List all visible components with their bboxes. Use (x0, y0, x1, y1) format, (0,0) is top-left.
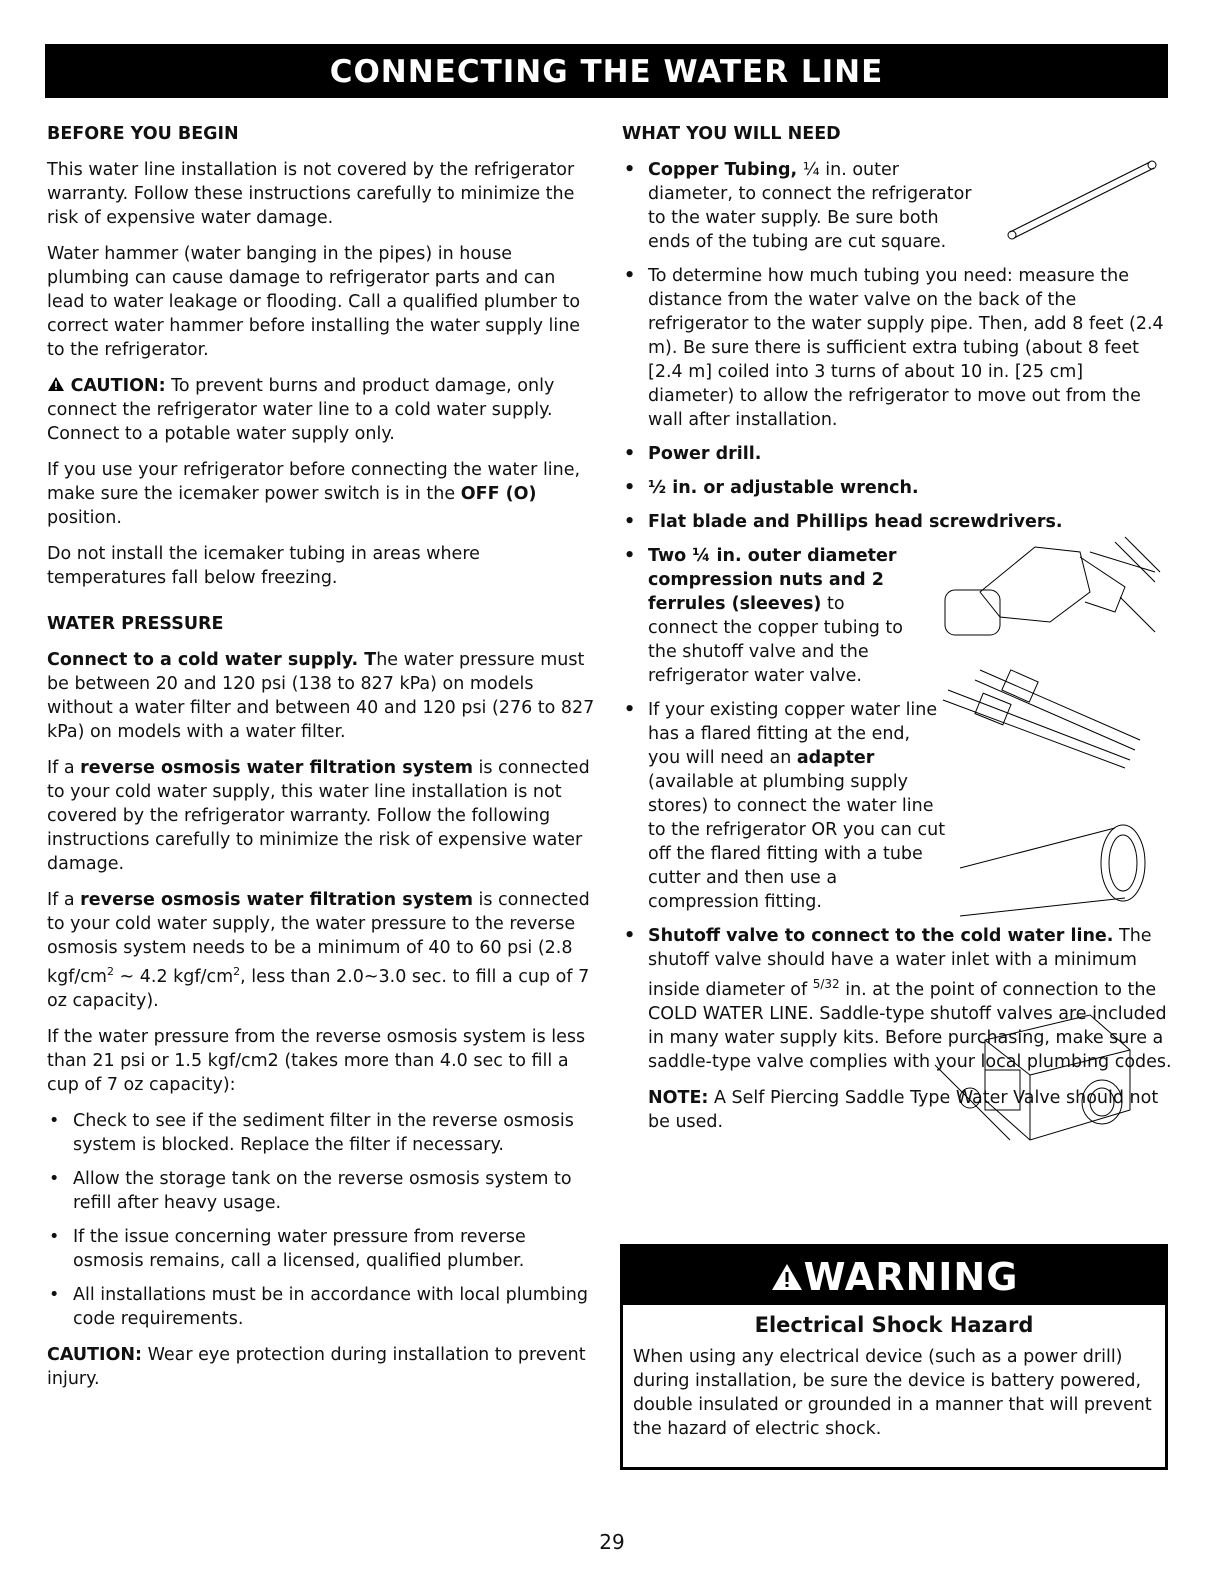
water-pressure-heading: WATER PRESSURE (47, 614, 224, 634)
warning-header (623, 1247, 1165, 1305)
ro2-sup1: 2 (106, 965, 114, 978)
copper-tubing-illustration (1000, 152, 1160, 242)
list-item: • If the issue concerning water pressure from reverse osmosis remains, call a licensed, qualified plumber. (47, 1225, 597, 1273)
screwdrivers-label: Flat blade and Phillips head screwdrivers. (648, 512, 1063, 532)
list-item (622, 442, 1172, 466)
list-item: • All installations must be in accordance with local plumbing code requirements. (47, 1283, 597, 1331)
ro1-post: is connected to your cold water supply, this water line installation is not covered by the refrigerator warranty. Follow the following instructions carefully to minimize the risk of expensive water damage. (47, 758, 590, 874)
pressure-text: he water pressure must be between 20 and 120 psi (138 to 827 kPa) on models without a water filter and between 40 and 120 psi (276 to 827 kPa) on models with a water filter. (47, 650, 595, 742)
warning-title: WARNING (803, 1255, 1019, 1299)
flared-fitting-illustration (955, 808, 1160, 928)
list-item: • To determine how much tubing you need: measure the distance from the water valve on the back of the refrigerator to the water supply pipe. Then, add 8 feet (2.4 m). Be sure there is sufficient extra tubing (about 8 feet [2.4 m] coiled into 3 turns of about 10 in. [25 cm] diameter) to allow the refrigerator to move out from the wall after installation. (622, 264, 1172, 432)
water-hammer-paragraph: Water hammer (water banging in the pipes) in house plumbing can cause damage to refrigerator parts and can lead to water leakage or flooding. Call a qualified plumber to correct water hammer before installing the water supply line to the refrigerator. (47, 244, 581, 360)
icemaker-text-end: position. (47, 508, 122, 528)
diameter-fraction: 5/32 (812, 977, 840, 991)
icemaker-text: If you use your refrigerator before connecting the water line, make sure the icemaker power switch is in the (47, 460, 581, 504)
caution-text: To prevent burns and product damage, only connect the refrigerator water line to a cold water supply. Connect to a potable water supply only. (47, 376, 555, 444)
note-label: NOTE: (648, 1087, 709, 1108)
warning-box (620, 1244, 1168, 1470)
adapter-bold: adapter (796, 748, 875, 768)
ro2-mid: is connected to your cold water supply, the water pressure to the reverse osmosis system needs to be a minimum of 40 to 60 psi (2.8 kgf/cm (47, 890, 590, 987)
pressure-bold: Connect to a cold water supply. T (47, 650, 377, 670)
caution-label: CAUTION: (70, 376, 166, 396)
pressure-paragraph (47, 648, 597, 744)
list-item (622, 510, 1172, 534)
ro2-bold: reverse osmosis water filtration system (80, 890, 473, 910)
ro2-mid2: ~ 4.2 kgf/cm (113, 966, 234, 987)
caution2-label: CAUTION: (47, 1344, 143, 1365)
copper-tubing-label: Copper Tubing, (648, 160, 798, 180)
freezing-paragraph: Do not install the icemaker tubing in areas where temperatures fall below freezing. (47, 544, 480, 588)
warning-icon (770, 1255, 804, 1299)
compression-nuts-text: to connect the copper tubing to the shutoff valve and the refrigerator water valve. (648, 594, 903, 686)
left-column (47, 122, 597, 1403)
compression-nuts-label: Two ¼ in. outer diameter compression nuts and 2 ferrules (sleeves) (648, 546, 897, 614)
caution-cold-water (47, 374, 597, 446)
icemaker-switch-paragraph (47, 458, 597, 530)
what-you-need-heading: WHAT YOU WILL NEED (622, 124, 841, 144)
ro-pressure-paragraph (47, 888, 597, 1013)
ro1-bold: reverse osmosis water filtration system (80, 758, 473, 778)
caution-eye-protection (47, 1343, 597, 1391)
wrench-label: ½ in. or adjustable wrench. (648, 478, 919, 498)
low-pressure-paragraph: If the water pressure from the reverse osmosis system is less than 21 psi or 1.5 kgf/cm2 (takes more than 4.0 sec to fill a cup of 7 oz capacity): (47, 1026, 586, 1095)
off-label: OFF (O) (460, 484, 537, 504)
saddle-valve-illustration (930, 1010, 1165, 1145)
ro-warranty-paragraph (47, 756, 597, 876)
shutoff-valve-text2: in. at the point of connection to the COLD WATER LINE. Saddle-type shutoff valves are included in many water supply kits. Before purchasing, make sure a saddle-type valve complies with your local plumbing codes. (648, 979, 1172, 1072)
list-item: • Allow the storage tank on the reverse osmosis system to refill after heavy usage. (47, 1167, 597, 1215)
tubing-text: in. outer diameter, to connect the refrigerator to the water supply. Be sure both ends of the tubing are cut square. (648, 160, 972, 252)
note-text: A Self Piercing Saddle Type Water Valve should not be used. (648, 1087, 1159, 1132)
list-item (622, 544, 908, 688)
power-drill-label: Power drill. (648, 444, 762, 464)
tubing-fraction: ¼ (797, 160, 820, 180)
list-item (622, 158, 978, 254)
ro-bullet-list (47, 1109, 597, 1331)
power-drill-illustration (940, 532, 1165, 652)
ro2-sup2: 2 (233, 965, 241, 978)
warning-subtitle: Electrical Shock Hazard (754, 1313, 1034, 1337)
list-item (622, 698, 946, 914)
list-item: • Check to see if the sediment filter in the reverse osmosis system is blocked. Replace the filter if necessary. (47, 1109, 597, 1157)
compression-fittings-illustration (940, 660, 1165, 770)
list-item (622, 476, 1172, 500)
adapter-pre: If your existing copper water line has a flared fitting at the end, you will need an (648, 700, 938, 768)
caution2-text: Wear eye protection during installation to prevent injury. (47, 1344, 586, 1389)
adapter-post: (available at plumbing supply stores) to connect the water line to the refrigerator OR you can cut off the flared fitting with a tube cutter and then use a compression fitting. (648, 772, 946, 912)
page-title-banner: CONNECTING THE WATER LINE (45, 44, 1168, 98)
warranty-paragraph: This water line installation is not covered by the refrigerator warranty. Follow these instructions carefully to minimize the risk of expensive water damage. (47, 160, 575, 228)
warning-text: When using any electrical device (such as a power drill) during installation, be sure the device is battery powered, double insulated or grounded in a manner that will prevent the hazard of electric shock. (633, 1347, 1152, 1439)
ro2-post: , less than 2.0~3.0 sec. to fill a cup of 7 oz capacity). (47, 966, 590, 1011)
ro1-pre: If a (47, 758, 81, 778)
shutoff-valve-label: Shutoff valve to connect to the cold water line. (648, 926, 1114, 946)
before-you-begin-heading: BEFORE YOU BEGIN (47, 124, 239, 144)
caution-icon (47, 376, 65, 396)
page-number: 29 (599, 1530, 625, 1554)
ro2-pre: If a (47, 890, 81, 910)
shutoff-valve-text: The shutoff valve should have a water inlet with a minimum inside diameter of (648, 926, 1152, 1000)
